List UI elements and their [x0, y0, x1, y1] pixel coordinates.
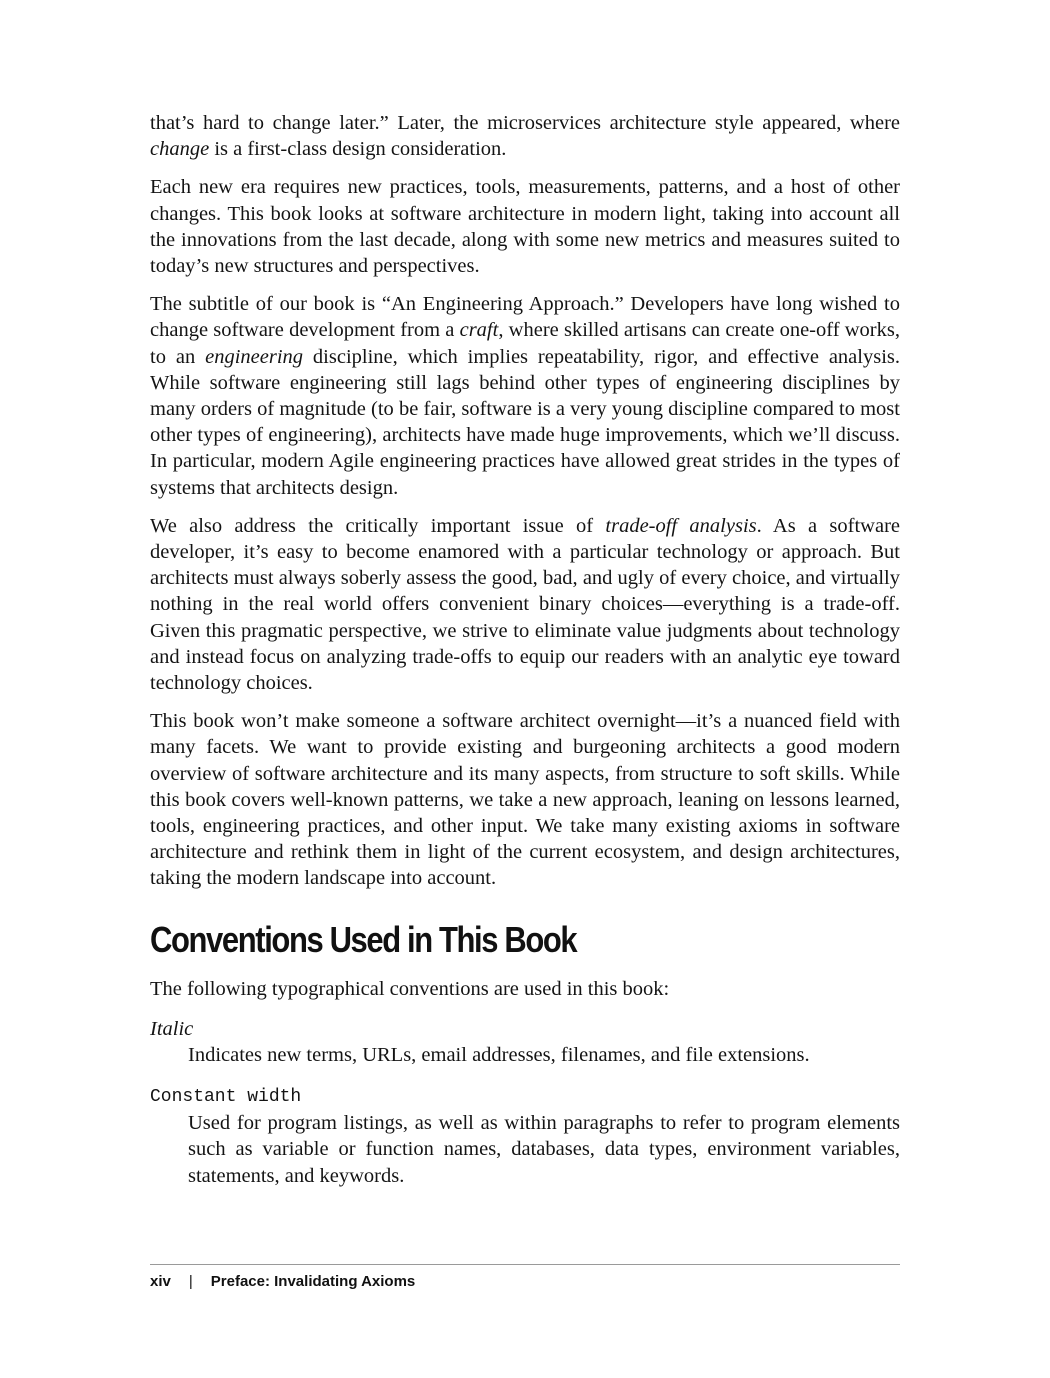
section-intro: The following typographical conventions are used in this book:	[150, 977, 670, 1000]
footer-separator: |	[188, 1273, 193, 1290]
paragraph-text: Each new era requires new practices, tools, measurements, patterns, and a host of other changes. This book looks at software architecture in modern light, taking into account all the innovations from the last decade, along with some new metrics and measures suited to today’s new structures and perspectives.	[150, 176, 900, 278]
conventions-list	[150, 1016, 900, 1189]
convention-term: Constant width	[150, 1087, 302, 1108]
paragraph	[150, 110, 900, 162]
paragraph	[150, 174, 900, 279]
paragraph	[150, 708, 900, 891]
paragraph-text: The subtitle of our book is “An Engineering Approach.” Developers have long wished to change software development from a	[150, 293, 900, 342]
paragraph-text: This book won’t make someone a software architect overnight—it’s a nuanced field with many facets. We want to provide existing and burgeoning architects a good modern overview of software architecture and its many aspects, from structure to soft skills. While this book covers well-known patterns, we take a new approach, leaning on lessons learned, tools, engineering practices, and other input. We take many existing axioms in software architecture and rethink them in light of the current ecosystem, and design architectures, taking the modern landscape into account.	[150, 710, 900, 890]
paragraph-text: . As a software developer, it’s easy to become enamored with a particular technology or approach. But architects must always soberly assess the good, bad, and ugly of every choice, and virtually nothing in the real world offers convenient binary choices—everything is a trade-off. Given this pragmatic perspective, we strive to eliminate value judgments about technology and instead focus on analyzing trade-offs to equip our readers with an analytic eye toward technology choices.	[150, 514, 900, 695]
convention-item	[150, 1084, 900, 1189]
paragraph-text: discipline, which implies repeatability, rigor, and effective analysis. While software engineering still lags behind other types of engineering disciplines by many orders of magnitude (to be fair, software is a very young discipline compared to most other types of engineering), architects have made huge improvements, which we’ll discuss. In particular, modern Agile engineering practices have allowed great strides in the types of systems that architects design.	[150, 345, 901, 499]
body-paragraphs	[150, 110, 900, 892]
page-footer	[150, 1264, 900, 1290]
section-heading: Conventions Used in This Book	[150, 918, 577, 960]
paragraph-text: , where skilled artisans can create one-off works, to an	[150, 319, 900, 368]
paragraph-text: We also address the critically important issue of	[150, 514, 606, 537]
page-body	[150, 110, 900, 1189]
running-title: Preface: Invalidating Axioms	[210, 1273, 416, 1290]
emphasis-term: craft	[459, 319, 499, 342]
paragraph	[150, 513, 900, 696]
paragraph-text: is a first-class design consideration.	[209, 138, 507, 161]
emphasis-term: engineering	[205, 345, 304, 368]
emphasis-term: trade-off analysis	[605, 514, 757, 537]
paragraph-text: that’s hard to change later.” Later, the microservices architecture style appeared, where	[150, 112, 900, 134]
page-number: xiv	[150, 1273, 171, 1290]
convention-term: Italic	[150, 1017, 194, 1040]
convention-definition: Used for program listings, as well as within paragraphs to refer to program elements such as variable or function names, databases, data types, environment variables, statements, and keywords.	[188, 1112, 900, 1187]
paragraph	[150, 291, 900, 501]
convention-item	[150, 1016, 900, 1068]
emphasis-term: change	[150, 138, 210, 161]
convention-definition: Indicates new terms, URLs, email addresses, filenames, and file extensions.	[188, 1043, 810, 1066]
